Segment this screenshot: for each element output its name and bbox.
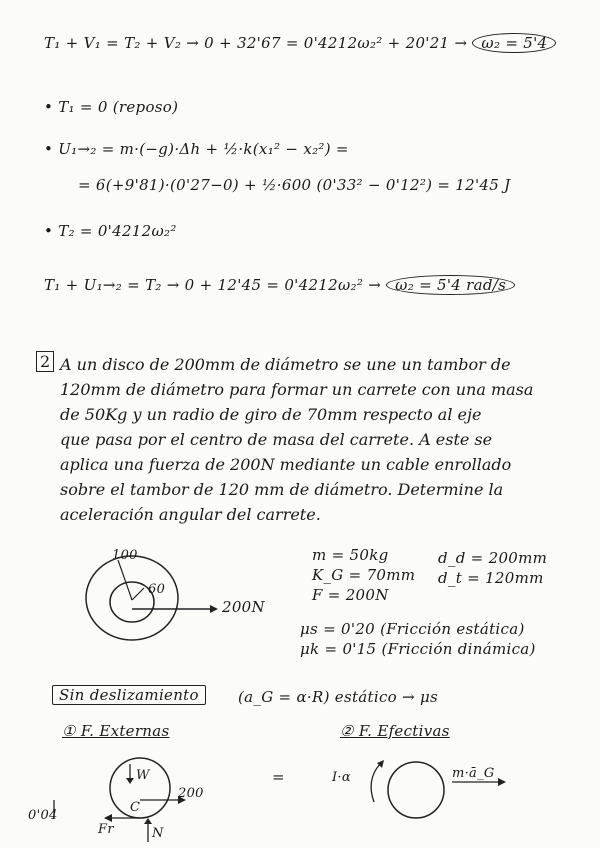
problem-line: de 50Kg y un radio de giro de 70mm respecto al eje bbox=[60, 405, 482, 424]
normal-label: N bbox=[152, 826, 164, 841]
center-label: C bbox=[130, 800, 141, 815]
effective-forces-heading: ② F. Efectivas bbox=[340, 722, 450, 740]
data-mass: m = 50kg bbox=[312, 546, 389, 564]
mid-equation-result: ω₂ = 5'4 rad/s bbox=[386, 275, 515, 295]
no-slip-equation: (a_G = α·R) estático → μs bbox=[238, 688, 439, 706]
friction-label: Fr bbox=[98, 822, 114, 837]
bullet-u12: • U₁→₂ = m·(−g)·Δh + ½·k(x₁² − x₂²) = bbox=[44, 140, 349, 158]
eff-disk bbox=[388, 762, 444, 818]
problem-line: A un disco de 200mm de diámetro se une un tambor de bbox=[60, 355, 511, 374]
weight-label: W bbox=[136, 768, 150, 783]
friction-arrowhead bbox=[104, 814, 112, 822]
effective-forces-diagram bbox=[360, 752, 520, 832]
problem-line: sobre el tambor de 120 mm de diámetro. Determine la bbox=[60, 480, 504, 499]
problem-line: aceleración angular del carrete. bbox=[60, 505, 321, 524]
top-equation-text: T₁ + V₁ = T₂ + V₂ → 0 + 32'67 = 0'4212ω₂² + 20'21 → bbox=[44, 34, 468, 52]
equals-sign: = bbox=[272, 768, 285, 786]
moment-arc bbox=[371, 764, 380, 802]
bullet-u12-value: = 6(+9'81)·(0'27−0) + ½·600 (0'33² − 0'12²) = 12'45 J bbox=[78, 176, 511, 194]
bullet-t2: • T₂ = 0'4212ω₂² bbox=[44, 222, 177, 240]
applied-force-label: 200 bbox=[178, 786, 204, 801]
torque-label: I·α bbox=[332, 770, 351, 785]
free-body-diagram bbox=[40, 756, 260, 846]
weight-arrowhead bbox=[126, 778, 134, 784]
inertial-label: m·ā_G bbox=[452, 766, 495, 781]
force-label: 200N bbox=[222, 598, 265, 616]
problem-line: aplica una fuerza de 200N mediante un cable enrollado bbox=[60, 455, 512, 474]
data-disk-diameter: d_d = 200mm bbox=[438, 549, 548, 567]
inner-radius-line bbox=[132, 588, 144, 600]
data-radius-gyration: K_G = 70mm bbox=[312, 566, 416, 584]
top-equation bbox=[44, 34, 556, 52]
inertial-arrowhead bbox=[498, 778, 506, 786]
inner-radius-label: 60 bbox=[148, 582, 166, 597]
no-slip-box bbox=[52, 686, 206, 704]
static-friction: μs = 0'20 (Fricción estática) bbox=[300, 620, 525, 638]
normal-arrowhead bbox=[144, 818, 152, 824]
mid-equation-text: T₁ + U₁→₂ = T₂ → 0 + 12'45 = 0'4212ω₂² → bbox=[44, 276, 382, 294]
mid-equation bbox=[44, 276, 515, 294]
problem-statement bbox=[60, 352, 580, 527]
problem-line: 120mm de diámetro para formar un carrete con una masa bbox=[60, 380, 534, 399]
height-label: 0'04 bbox=[28, 808, 58, 823]
problem-number bbox=[36, 352, 54, 371]
problem-line: que pasa por el centro de masa del carrete. A este se bbox=[60, 430, 493, 449]
outer-disk bbox=[86, 556, 178, 640]
outer-radius-line bbox=[118, 560, 132, 600]
outer-radius-label: 100 bbox=[112, 548, 138, 563]
dynamic-friction: μk = 0'15 (Fricción dinámica) bbox=[300, 640, 536, 658]
no-slip-label: Sin deslizamiento bbox=[52, 685, 206, 705]
top-equation-result: ω₂ = 5'4 bbox=[472, 33, 556, 53]
bullet-t1: • T₁ = 0 (reposo) bbox=[44, 98, 179, 116]
external-forces-heading: ① F. Externas bbox=[62, 722, 170, 740]
data-drum-diameter: d_t = 120mm bbox=[438, 569, 544, 587]
problem-number-box: 2 bbox=[36, 351, 54, 372]
data-force: F = 200N bbox=[312, 586, 389, 604]
force-arrowhead bbox=[210, 605, 218, 613]
